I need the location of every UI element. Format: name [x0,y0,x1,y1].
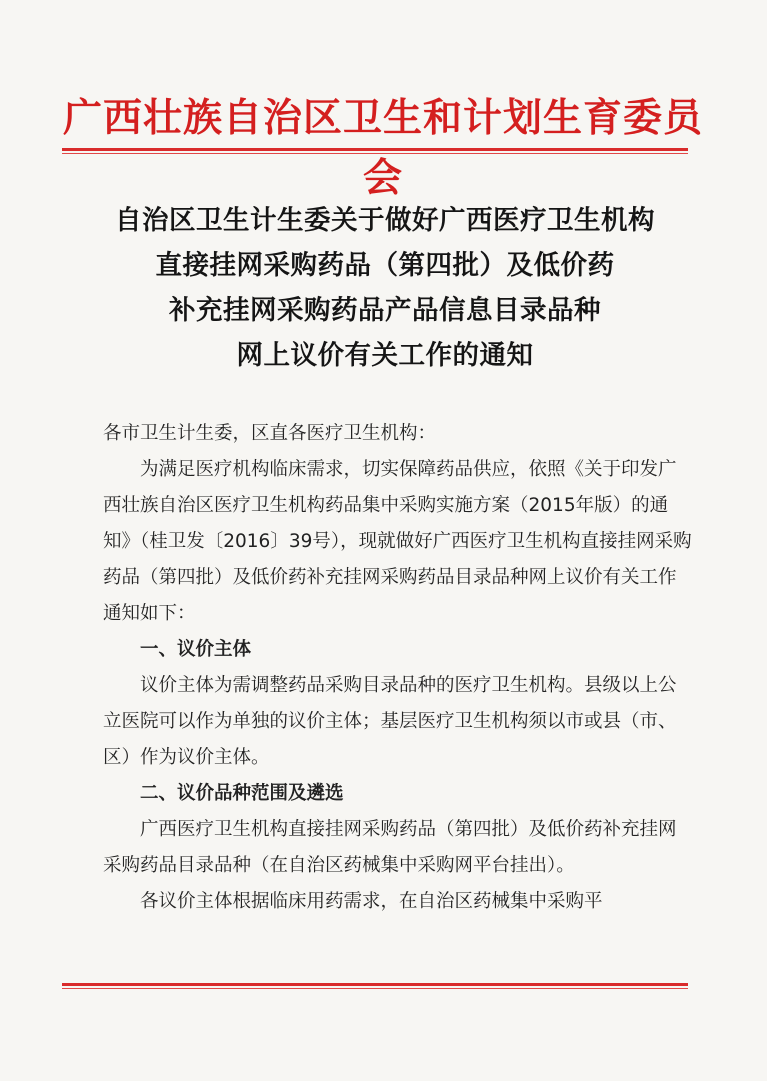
title-line: 直接挂网采购药品（第四批）及低价药 [155,250,615,281]
letterhead-org-name: 广西壮族自治区卫生和计划生育委员会 [62,95,703,201]
section-paragraph: 议价主体为需调整药品采购目录品种的医疗卫生机构。县级以上公立医院可以作为单独的议价主体；基层医疗卫生机构须以市或县（市、区）作为议价主体。 [103,675,677,768]
title-line: 补充挂网采购药品产品信息目录品种 [169,295,601,326]
salutation: 各市卫生计生委，区直各医疗卫生机构： [103,423,437,444]
intro-paragraph: 为满足医疗机构临床需求，切实保障药品供应，依照《关于印发广西壮族自治区医疗卫生机构药品集中采购实施方案（2015年版）的通知》（桂卫发〔2016〕39号），现就做好广西医疗卫生机构直接挂网采购药品（第四批）及低价药补充挂网采购药品目录品种网上议价有关工作通知如下： [103,459,692,624]
footer-red-rule [62,983,688,986]
document-title [90,198,680,378]
section-paragraph: 广西医疗卫生机构直接挂网采购药品（第四批）及低价药补充挂网采购药品目录品种（在自治区药械集中采购网平台挂出）。 [103,819,677,876]
section-heading: 一、议价主体 [140,639,252,660]
title-line: 自治区卫生计生委关于做好广西医疗卫生机构 [115,205,655,236]
title-line: 网上议价有关工作的通知 [236,340,534,371]
footer-red-rule-thin [62,988,688,989]
letterhead-red-rule-thin [62,153,688,154]
document-body [103,416,693,920]
section-heading: 二、议价品种范围及遴选 [140,783,344,804]
section-paragraph: 各议价主体根据临床用药需求，在自治区药械集中采购平 [140,891,603,912]
letterhead-red-rule [62,148,688,151]
